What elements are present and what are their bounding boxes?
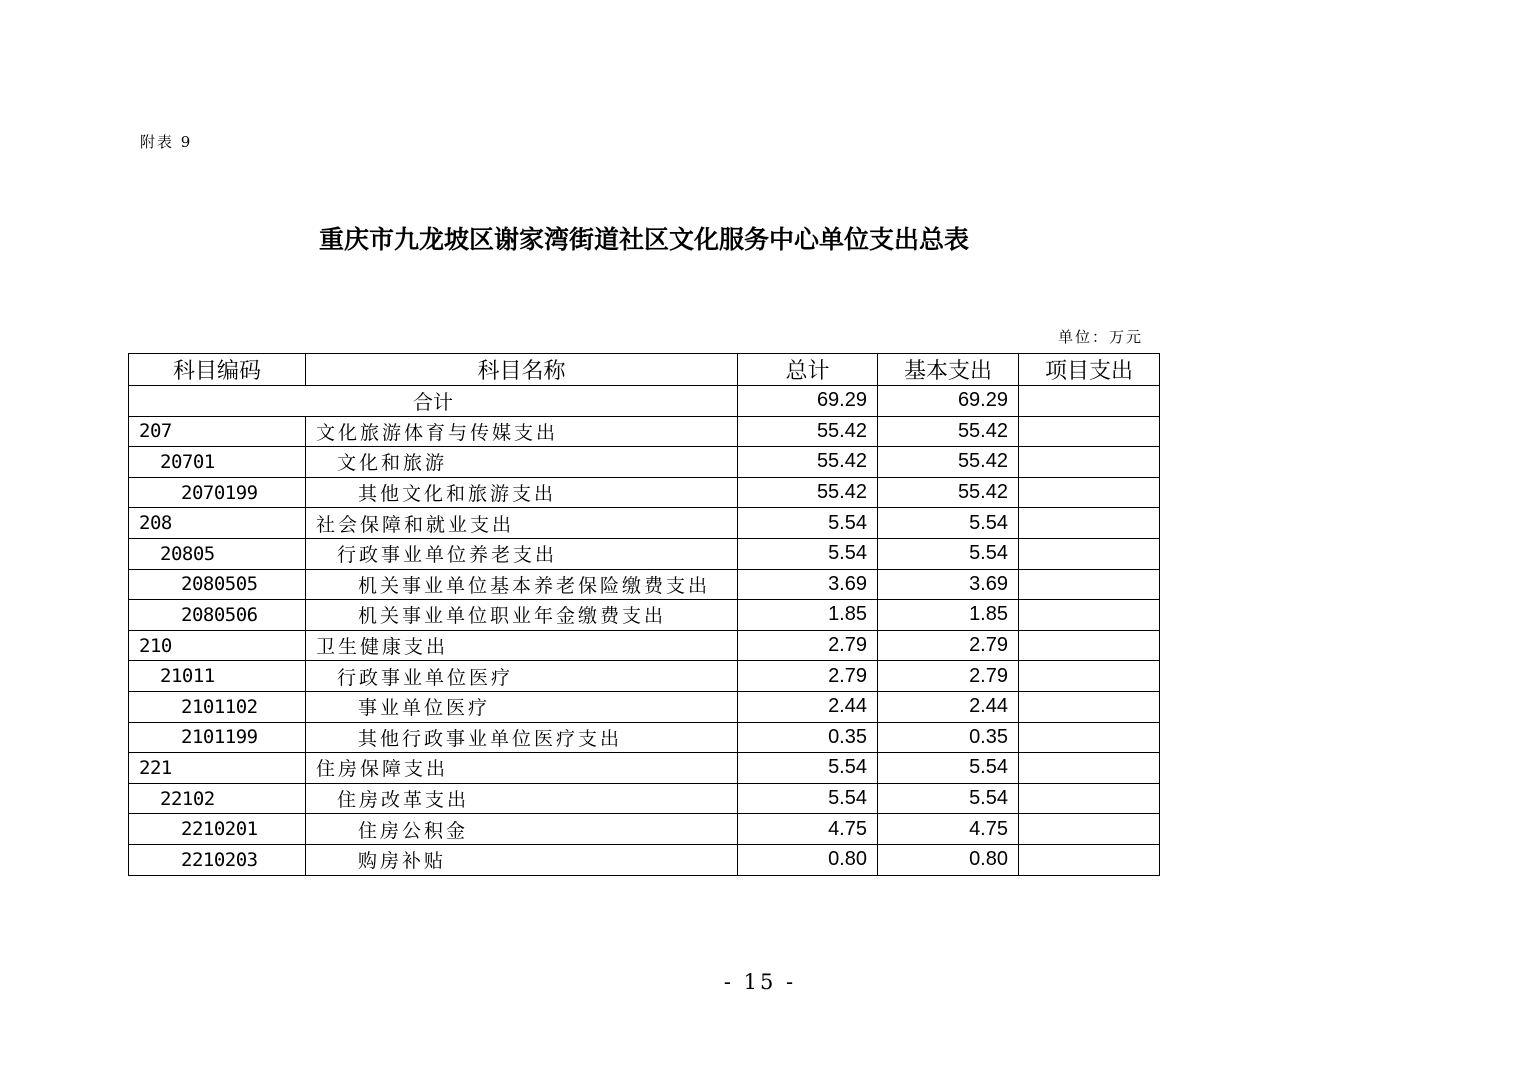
- total-row-total: 69.29: [738, 386, 878, 417]
- table-row: [129, 844, 1160, 875]
- table-row: [129, 783, 1160, 814]
- subject-code-cell: 2210201: [129, 814, 306, 845]
- subject-name-cell: 文化旅游体育与传媒支出: [306, 416, 738, 447]
- subject-code-cell: 210: [129, 630, 306, 661]
- subject-code-cell: 2080505: [129, 569, 306, 600]
- project-expenditure-cell: [1019, 416, 1160, 447]
- basic-expenditure-cell: 0.35: [878, 722, 1019, 753]
- total-cell: 1.85: [738, 600, 878, 631]
- basic-expenditure-cell: 5.54: [878, 753, 1019, 784]
- basic-expenditure-cell: 4.75: [878, 814, 1019, 845]
- total-cell: 2.44: [738, 691, 878, 722]
- subject-name-cell: 社会保障和就业支出: [306, 508, 738, 539]
- table-row: [129, 661, 1160, 692]
- subject-code-cell: 2101199: [129, 722, 306, 753]
- subject-code-cell: 2210203: [129, 844, 306, 875]
- subject-name-cell: 机关事业单位职业年金缴费支出: [306, 600, 738, 631]
- subject-code-cell: 207: [129, 416, 306, 447]
- subject-code-cell: 2080506: [129, 600, 306, 631]
- basic-expenditure-cell: 2.44: [878, 691, 1019, 722]
- project-expenditure-cell: [1019, 722, 1160, 753]
- total-cell: 3.69: [738, 569, 878, 600]
- subject-code-cell: 22102: [129, 783, 306, 814]
- subject-code-cell: 221: [129, 753, 306, 784]
- subject-code-cell: 21011: [129, 661, 306, 692]
- subject-code-cell: 2070199: [129, 477, 306, 508]
- subject-name-cell: 行政事业单位医疗: [306, 661, 738, 692]
- table-row: [129, 753, 1160, 784]
- project-expenditure-cell: [1019, 691, 1160, 722]
- basic-expenditure-cell: 1.85: [878, 600, 1019, 631]
- project-expenditure-cell: [1019, 844, 1160, 875]
- document-title: 重庆市九龙坡区谢家湾街道社区文化服务中心单位支出总表: [318, 225, 969, 254]
- total-cell: 4.75: [738, 814, 878, 845]
- project-expenditure-cell: [1019, 600, 1160, 631]
- basic-expenditure-cell: 5.54: [878, 783, 1019, 814]
- subject-code-cell: 20805: [129, 538, 306, 569]
- basic-expenditure-cell: 5.54: [878, 508, 1019, 539]
- basic-expenditure-cell: 0.80: [878, 844, 1019, 875]
- table-row: [129, 477, 1160, 508]
- total-cell: 55.42: [738, 447, 878, 478]
- appendix-label: 附表 9: [140, 133, 193, 151]
- total-cell: 55.42: [738, 477, 878, 508]
- total-cell: 55.42: [738, 416, 878, 447]
- table-row: [129, 814, 1160, 845]
- project-expenditure-cell: [1019, 783, 1160, 814]
- subject-name-cell: 事业单位医疗: [306, 691, 738, 722]
- subject-name-cell: 机关事业单位基本养老保险缴费支出: [306, 569, 738, 600]
- project-expenditure-cell: [1019, 538, 1160, 569]
- total-row-basic: 69.29: [878, 386, 1019, 417]
- basic-expenditure-cell: 2.79: [878, 630, 1019, 661]
- basic-expenditure-cell: 55.42: [878, 416, 1019, 447]
- project-expenditure-cell: [1019, 630, 1160, 661]
- project-expenditure-cell: [1019, 508, 1160, 539]
- project-expenditure-cell: [1019, 447, 1160, 478]
- header-subject-name: 科目名称: [306, 354, 738, 386]
- table-row: [129, 508, 1160, 539]
- header-total: 总计: [738, 354, 878, 386]
- table-row: [129, 630, 1160, 661]
- table-header-row: [129, 354, 1160, 386]
- subject-name-cell: 卫生健康支出: [306, 630, 738, 661]
- project-expenditure-cell: [1019, 477, 1160, 508]
- table-row: [129, 538, 1160, 569]
- subject-code-cell: 208: [129, 508, 306, 539]
- total-cell: 2.79: [738, 661, 878, 692]
- table-row: [129, 600, 1160, 631]
- total-cell: 5.54: [738, 508, 878, 539]
- subject-code-cell: 20701: [129, 447, 306, 478]
- project-expenditure-cell: [1019, 753, 1160, 784]
- subject-name-cell: 住房公积金: [306, 814, 738, 845]
- subject-name-cell: 行政事业单位养老支出: [306, 538, 738, 569]
- table-row: [129, 722, 1160, 753]
- total-cell: 0.80: [738, 844, 878, 875]
- unit-label: 单位：万元: [1058, 328, 1144, 346]
- total-row: [129, 386, 1160, 417]
- basic-expenditure-cell: 2.79: [878, 661, 1019, 692]
- table-row: [129, 447, 1160, 478]
- total-row-project: [1019, 386, 1160, 417]
- subject-name-cell: 购房补贴: [306, 844, 738, 875]
- subject-name-cell: 文化和旅游: [306, 447, 738, 478]
- project-expenditure-cell: [1019, 814, 1160, 845]
- basic-expenditure-cell: 55.42: [878, 477, 1019, 508]
- basic-expenditure-cell: 3.69: [878, 569, 1019, 600]
- subject-name-cell: 其他行政事业单位医疗支出: [306, 722, 738, 753]
- total-cell: 5.54: [738, 753, 878, 784]
- expenditure-table: [128, 353, 1160, 876]
- project-expenditure-cell: [1019, 661, 1160, 692]
- table-row: [129, 691, 1160, 722]
- total-cell: 5.54: [738, 783, 878, 814]
- subject-name-cell: 住房改革支出: [306, 783, 738, 814]
- header-basic-expenditure: 基本支出: [878, 354, 1019, 386]
- total-cell: 0.35: [738, 722, 878, 753]
- project-expenditure-cell: [1019, 569, 1160, 600]
- subject-name-cell: 住房保障支出: [306, 753, 738, 784]
- basic-expenditure-cell: 55.42: [878, 447, 1019, 478]
- table-row: [129, 569, 1160, 600]
- page-number: - 15 -: [723, 970, 797, 994]
- basic-expenditure-cell: 5.54: [878, 538, 1019, 569]
- total-label: 合计: [129, 386, 738, 417]
- total-cell: 5.54: [738, 538, 878, 569]
- header-subject-code: 科目编码: [129, 354, 306, 386]
- table-row: [129, 416, 1160, 447]
- total-cell: 2.79: [738, 630, 878, 661]
- table-body: [129, 386, 1160, 876]
- subject-name-cell: 其他文化和旅游支出: [306, 477, 738, 508]
- header-project-expenditure: 项目支出: [1019, 354, 1160, 386]
- subject-code-cell: 2101102: [129, 691, 306, 722]
